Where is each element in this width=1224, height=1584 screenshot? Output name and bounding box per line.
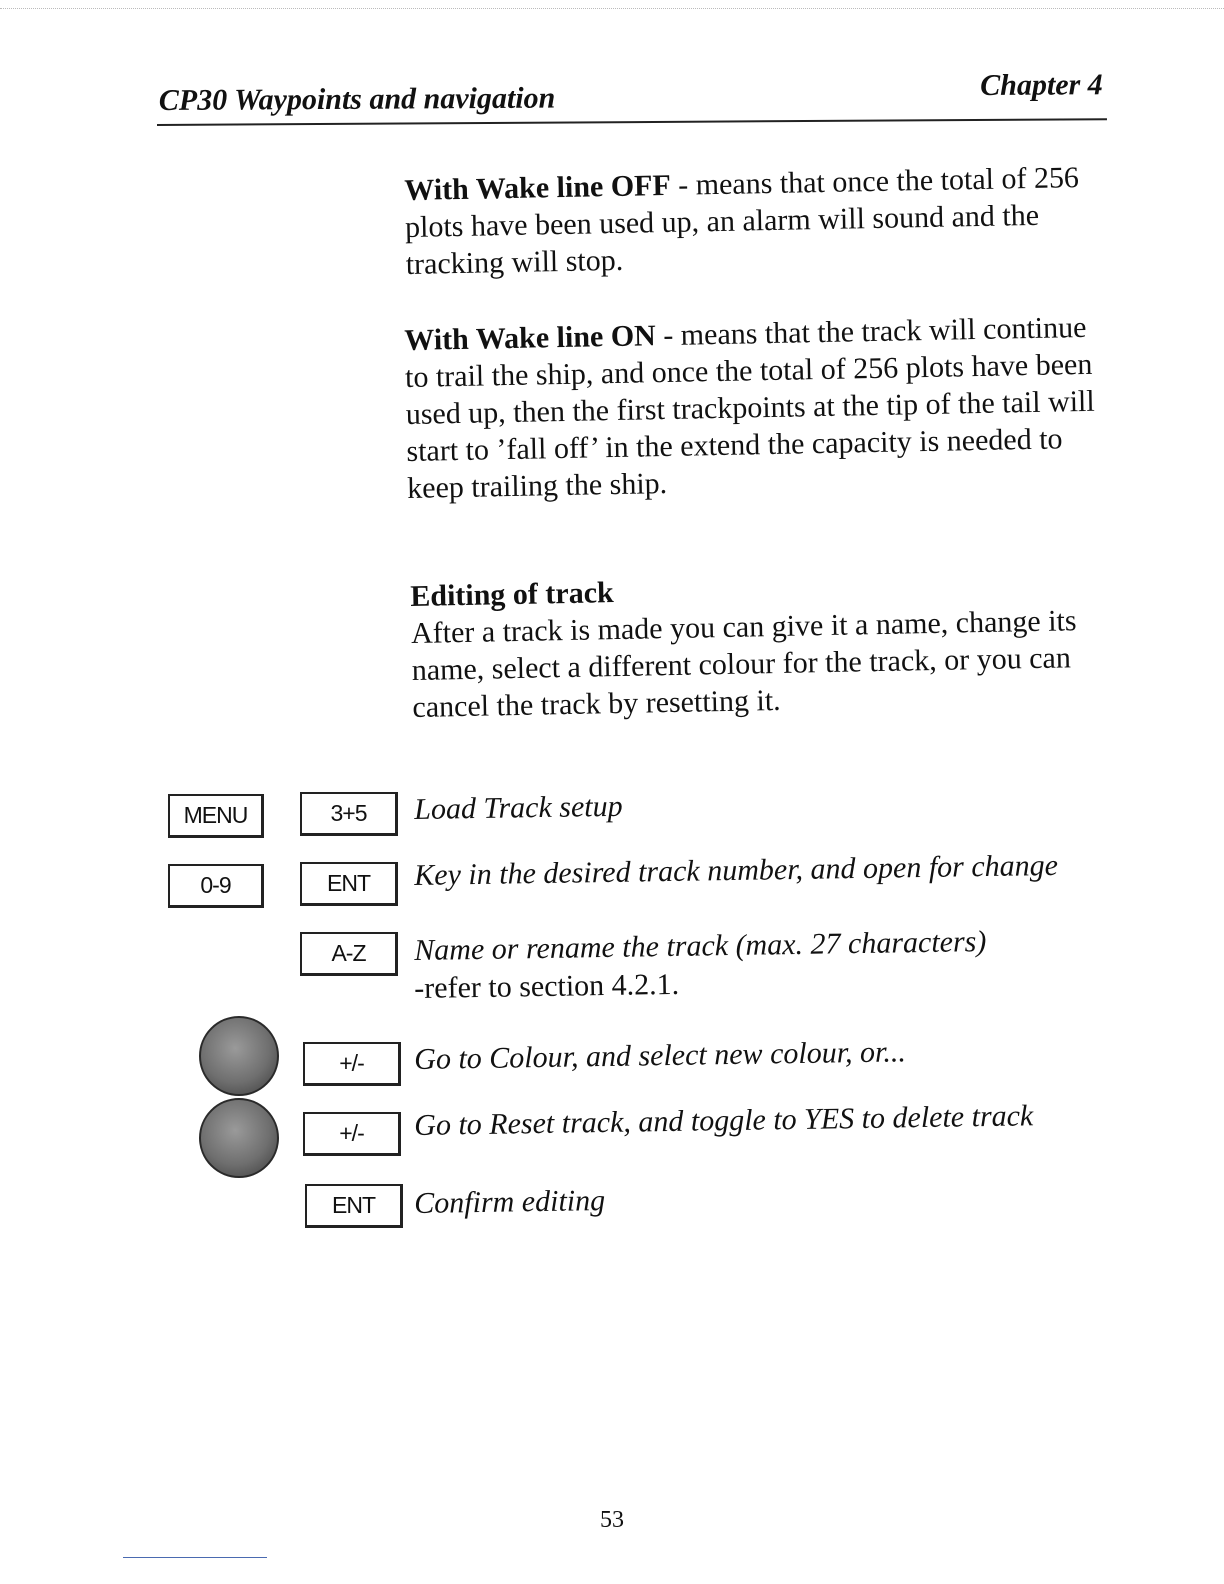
page-header	[157, 66, 1107, 126]
wake-on-label: With Wake line ON	[404, 319, 657, 357]
wake-off-label: With Wake line OFF	[404, 168, 672, 207]
wake-off-text: - means that once the total of 256 plots have been used up, an alarm will sound and the tracking will stop.	[404, 161, 1080, 281]
step-name-track: Name or rename the track (max. 27 characters)	[414, 925, 987, 967]
wake-on-text: - means that the track will continue to trail the ship, and once the total of 256 plots have been used up, then the first trackpoints at the tip of the tail will start to ’fall off’ in the extend the capacity is needed to keep trailing the ship.	[404, 310, 1095, 505]
header-chapter: Chapter 4	[980, 68, 1103, 102]
ent-key-icon: ENT	[305, 1184, 403, 1228]
ent-key-icon: ENT	[300, 862, 398, 906]
step-go-to-reset-track: Go to Reset track, and toggle to YES to delete track	[414, 1099, 1034, 1142]
menu-key-icon: MENU	[168, 794, 264, 838]
paragraph-wake-off	[404, 159, 1106, 283]
scan-edge-dots	[0, 8, 1224, 9]
paragraph-wake-on	[404, 309, 1107, 507]
header-title: CP30 Waypoints and navigation	[158, 81, 556, 117]
step-name-track-reference: -refer to section 4.2.1.	[414, 967, 680, 1005]
knob-icon	[199, 1016, 279, 1096]
alpha-keys-icon: A-Z	[300, 932, 398, 976]
step-go-to-colour: Go to Colour, and select new colour, or...	[414, 1035, 907, 1076]
step-key-in-track: Key in the desired track number, and open for change	[414, 848, 1059, 892]
page-number: 53	[600, 1507, 624, 1533]
knob-icon	[199, 1098, 279, 1178]
editing-text: After a track is made you can give it a name, change its name, select a different colour for the track, or you can cancel the track by resetting it.	[410, 604, 1077, 724]
plus-minus-key-icon: +/-	[303, 1042, 401, 1086]
step-confirm-editing: Confirm editing	[414, 1184, 606, 1220]
editing-heading: Editing of track	[410, 576, 614, 613]
footer-rule	[123, 1557, 267, 1558]
paragraph-editing	[410, 565, 1113, 726]
key-3-plus-5-icon: 3+5	[300, 792, 398, 836]
step-load-track-setup: Load Track setup	[414, 789, 623, 826]
plus-minus-key-icon: +/-	[303, 1112, 401, 1156]
digit-keys-icon: 0-9	[168, 864, 264, 908]
